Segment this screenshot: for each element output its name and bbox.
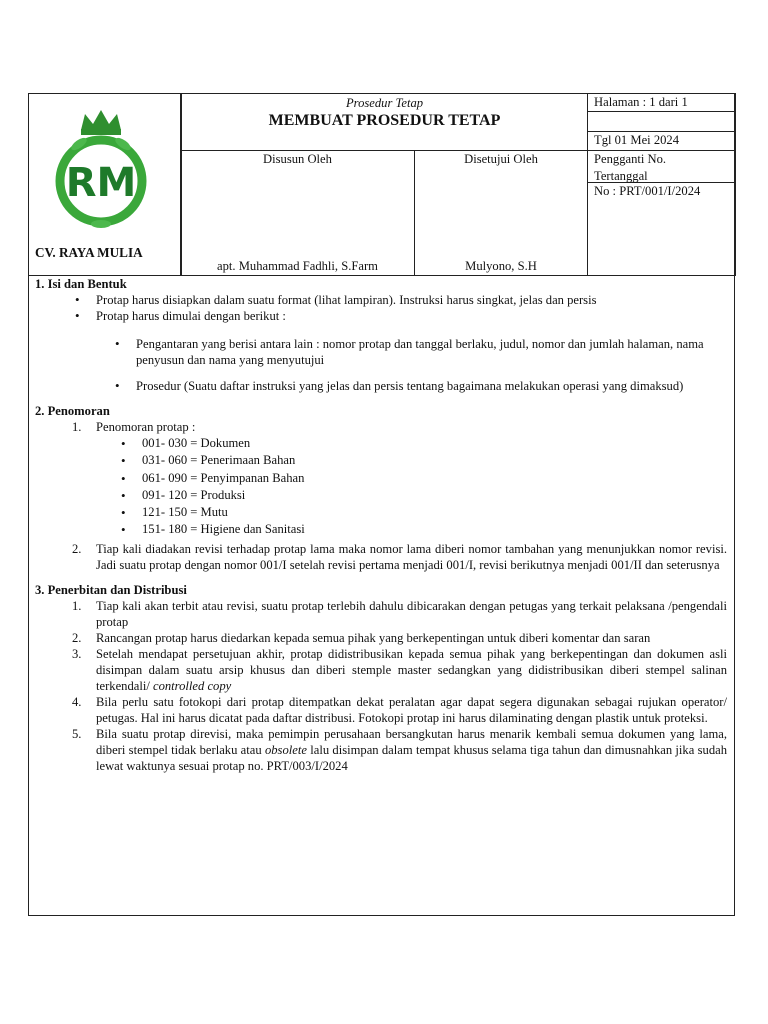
section-isi-dan-bentuk [35, 276, 727, 394]
list-item-text: Penomoran protap : [96, 420, 196, 434]
document-date: Tgl 01 Mei 2024 [594, 133, 680, 147]
numbered-list [35, 598, 727, 774]
section-penomoran [35, 403, 727, 573]
italic-term: controlled copy [153, 678, 232, 693]
list-item-text: Bila suatu protap direvisi, maka pemimpin perusahaan bersangkutan harus menarik kembali semua dokumen yang lama, diberi stempel tidak berlaku atau [96, 726, 727, 757]
italic-term: obsolete [264, 742, 307, 757]
list-item: 1. Tiap kali akan terbit atau revisi, suatu protap terlebih dahulu dibicarakan dengan petugas yang terkait pelaksana /pengendali protap [72, 598, 727, 629]
prepared-by-label: Disusun Oleh [263, 152, 332, 166]
page-count: Halaman : 1 dari 1 [588, 94, 736, 183]
list-item-text: Tiap kali diadakan revisi terhadap protap lama maka nomor lama diberi nomor tambahan yang menunjukkan nomor revisi. Jadi suatu protap dengan nomor 001/I setelah revisi pertama menjadi 001/I, revisi berikutnya menjadi 001/II dan seterusnya [96, 541, 727, 572]
list-item [96, 308, 727, 394]
replacement-date: Tertanggal [594, 169, 648, 183]
range-item: • 031- 060 = Penerimaan Bahan [142, 452, 727, 469]
list-item-text: lalu disimpan dalam tempat khusus selama tiga tahun dan dimusnahkan jika sudah lewat waktunya sesuai protap no. PRT/003/I/2024 [96, 742, 727, 773]
title-cell [182, 94, 588, 277]
numbered-list [35, 419, 727, 573]
replacement-number: Pengganti No. [594, 152, 667, 166]
list-item: • Pengantaran yang berisi antara lain : nomor protap dan tanggal berlaku, judul, nomor dan jumlah halaman, nama penyusun dan nama yang menyutujui [136, 336, 727, 368]
approved-by-name: Mulyono, S.H [465, 259, 537, 273]
document-subtitle: Prosedur Tetap [345, 96, 424, 110]
company-name: CV. RAYA MULIA [35, 245, 143, 260]
document-title: MEMBUAT PROSEDUR TETAP [268, 112, 501, 129]
range-item: • 121- 150 = Mutu [142, 504, 727, 521]
approved-by-label: Disetujui Oleh [464, 152, 538, 166]
list-item-text: Bila perlu satu fotokopi dari protap ditempatkan dekat peralatan agar dapat segera digunakan sebagai rujukan operator/ petugas. Hal ini harus dicatat pada daftar distribusi. Fotokopi protap ini harus dilaminating dengan plastik untuk proteksi. [96, 694, 727, 725]
range-item: • 001- 030 = Dokumen [142, 435, 727, 452]
list-item: 1. Penomoran protap : • 001- 030 = Dokumen • 031- 060 = Penerimaan Bahan • 061- 090 = Penyimpanan Bahan • 091- 120 = Produksi • 121- 150 = Mutu • 151- 180 = Higiene dan Sanitasi [96, 419, 727, 539]
logo-cell [29, 94, 182, 276]
company-logo [51, 106, 151, 231]
list-item-text: Setelah mendapat persetujuan akhir, protap didistribusikan kepada semua pihak yang berkepentingan dan dokumen asli disimpan dalam suatu arsip khusus dan diberi stemple master sedangkan yang didistribusikan diberi stempel salinan terkendali/ [96, 646, 727, 693]
range-item: • 091- 120 = Produksi [142, 487, 727, 504]
list-item-text: Rancangan protap harus diedarkan kepada semua pihak yang berkepentingan untuk diberi komentar dan saran [96, 630, 651, 645]
prepared-by-name: apt. Muhammad Fadhli, S.Farm [217, 259, 378, 273]
range-item: • 061- 090 = Penyimpanan Bahan [142, 470, 727, 487]
document-number: No : PRT/001/I/2024 [588, 182, 736, 275]
section-penerbitan-dan-distribusi [35, 582, 727, 774]
document-header [28, 93, 736, 276]
list-item-text: Tiap kali akan terbit atau revisi, suatu protap terlebih dahulu dibicarakan dengan petugas yang terkait pelaksana /pengendali protap [96, 598, 727, 629]
list-item: 5. Bila suatu protap direvisi, maka pemimpin perusahaan bersangkutan harus menarik kembali semua dokumen yang lama, diberi stempel tidak berlaku atau obsolete lalu disimpan dalam tempat khusus selama tiga tahun dan dimusnahkan jika sudah lewat waktunya sesuai protap no. PRT/003/I/2024 [72, 726, 727, 773]
list-item: • Prosedur (Suatu daftar instruksi yang jelas dan persis tentang bagaimana melakukan operasi yang dimaksud) [136, 378, 727, 394]
section-heading: 3. Penerbitan dan Distribusi [35, 582, 187, 597]
list-item-text: Protap harus dimulai dengan berikut : [96, 309, 286, 323]
list-item: 4. Bila perlu satu fotokopi dari protap ditempatkan dekat peralatan agar dapat segera digunakan sebagai rujukan operator/ petugas. Hal ini harus dicatat pada daftar distribusi. Fotokopi protap ini harus dilaminating dengan plastik untuk proteksi. [72, 694, 727, 725]
section-heading: 1. Isi dan Bentuk [35, 277, 127, 291]
logo-letters: RM [65, 160, 137, 206]
sub-bullet-list [96, 336, 727, 394]
list-item: • Protap harus disiapkan dalam suatu format (lihat lampiran). Instruksi harus singkat, jelas dan persis [96, 292, 727, 308]
list-item: 3. Setelah mendapat persetujuan akhir, protap didistribusikan kepada semua pihak yang berkepentingan dan dokumen asli disimpan dalam suatu arsip khusus dan diberi stemple master sedangkan yang didistribusikan diberi stempel salinan terkendali/ controlled copy [72, 646, 727, 693]
range-list [96, 435, 727, 539]
bullet-list [35, 292, 727, 394]
list-item: 2. Rancangan protap harus diedarkan kepada semua pihak yang berkepentingan untuk diberi komentar dan saran [72, 630, 651, 645]
range-item: • 151- 180 = Higiene dan Sanitasi [142, 521, 727, 538]
document-body [35, 276, 727, 783]
list-item: 2. Tiap kali diadakan revisi terhadap protap lama maka nomor lama diberi nomor tambahan yang menunjukkan nomor revisi. Jadi suatu protap dengan nomor 001/I setelah revisi pertama menjadi 001/I, revisi berikutnya menjadi 001/II dan seterusnya [72, 541, 727, 572]
section-heading: 2. Penomoran [35, 404, 110, 418]
